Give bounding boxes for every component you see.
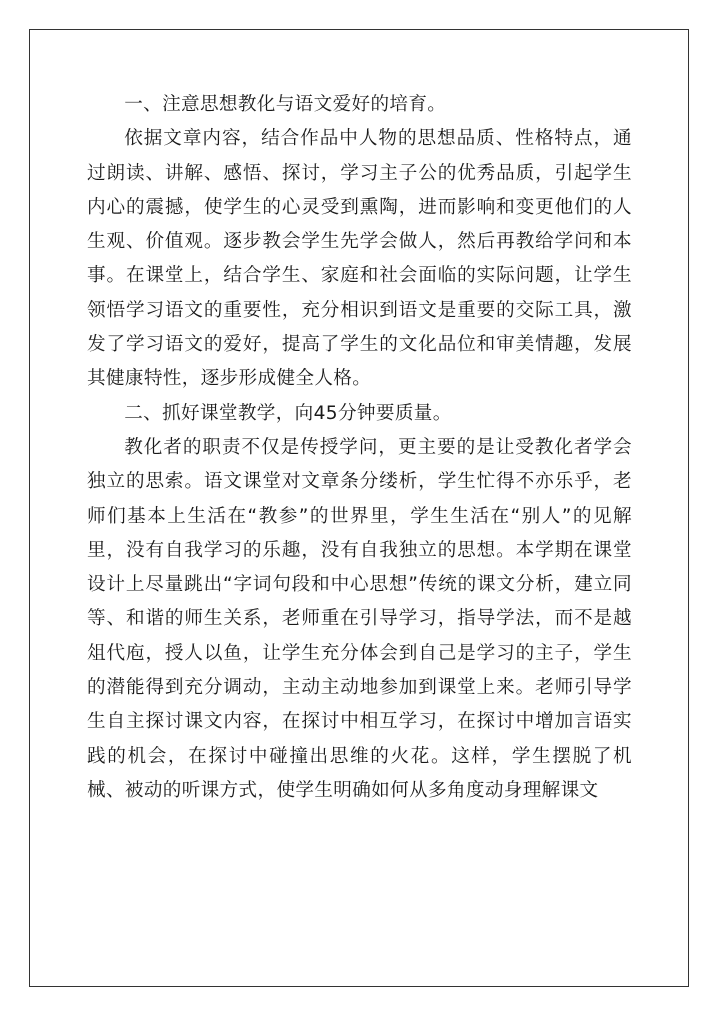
- body-paragraph-2: 教化者的职责不仅是传授学问，更主要的是让受教化者学会独立的思索。语文课堂对文章条分缕析，学生忙得不亦乐乎，老师们基本上生活在“教参”的世界里，学生生活在“别人”的见解里，没有自我学习的乐趣，没有自我独立的思想。本学期在课堂设计上尽量跳出“字词句段和中心思想”传统的课文分析，建立同等、和谐的师生关系，老师重在引导学习，指导学法，而不是越俎代庖，授人以鱼，让学生充分体会到自己是学习的主子，学生的潜能得到充分调动，主动主动地参加到课堂上来。老师引导学生自主探讨课文内容，在探讨中相互学习，在探讨中增加言语实践的机会，在探讨中碰撞出思维的火花。这样，学生摆脱了机械、被动的听课方式，使学生明确如何从多角度动身理解课文: [87, 436, 632, 801]
- body-paragraph-1: 依据文章内容，结合作品中人物的思想品质、性格特点，通过朗读、讲解、感悟、探讨，学习主子公的优秀品质，引起学生内心的震撼，使学生的心灵受到熏陶，进而影响和变更他们的人生观、价值观。逐步教会学生先学会做人，然后再教给学问和本事。在课堂上，结合学生、家庭和社会面临的实际问题，让学生领悟学习语文的重要性，充分相识到语文是重要的交际工具，激发了学习语文的爱好，提高了学生的文化品位和审美情趣，发展其健康特性，逐步形成健全人格。: [87, 128, 632, 390]
- document-body: [87, 88, 632, 808]
- section-heading-1: 一、注意思想教化与语文爱好的培育。: [124, 94, 447, 115]
- section-heading-2: 二、抓好课堂教学，向45分钟要质量。: [124, 402, 452, 424]
